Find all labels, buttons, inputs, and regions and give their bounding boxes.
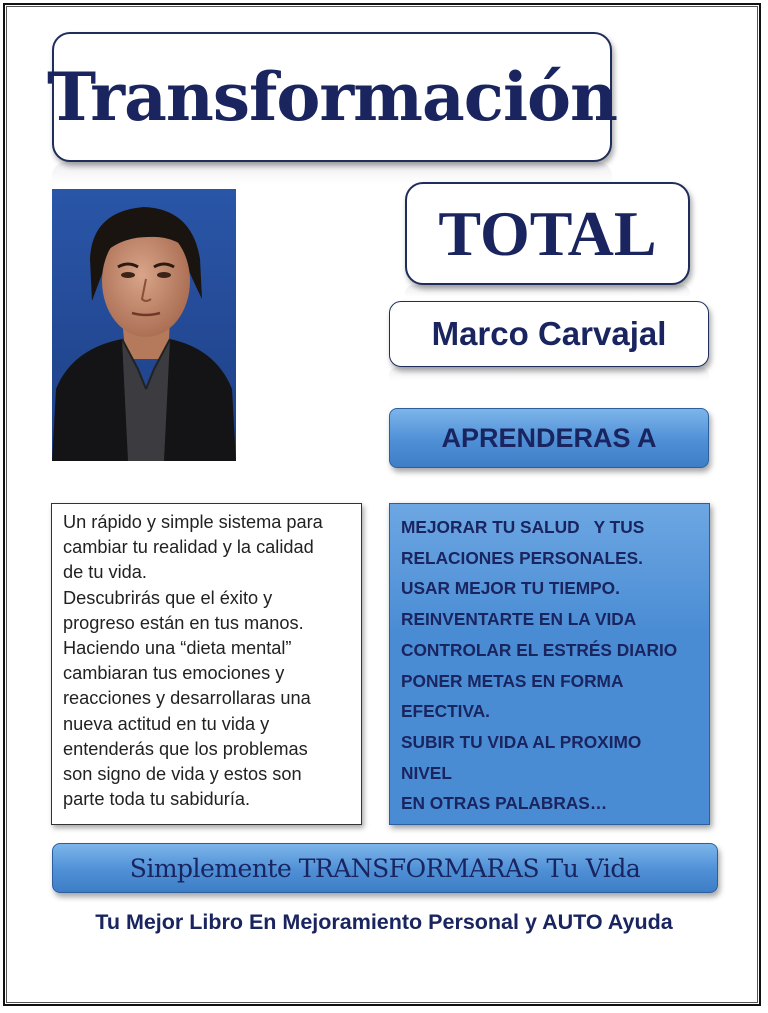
learn-item: NIVEL [401,762,452,783]
description-line: Un rápido y simple sistema para [63,512,323,532]
description-line: de tu vida. [63,562,147,583]
description-line: parte toda tu sabiduría. [63,789,251,810]
description-line: reacciones y desarrollaras una [63,688,311,709]
description-line: cambiaran tus emociones y [63,663,285,684]
description-line: Haciendo una “dieta mental” [63,638,292,659]
learn-item: PONER METAS EN FORMA [401,670,624,691]
learn-list [389,503,710,825]
learn-item: REINVENTARTE EN LA VIDA [401,609,637,630]
description-line: entenderás que los problemas [63,738,308,759]
description-line: progreso están en tus manos. [63,612,304,633]
title-line2: TOTAL [405,182,690,285]
title-line1: Transformación [52,32,612,162]
learn-item: RELACIONES PERSONALES. [401,547,643,568]
slogan-banner: Simplemente TRANSFORMARAS Tu Vida [52,843,718,893]
description-line: Descubrirás que el éxito y [63,587,273,608]
learn-heading: APRENDERAS A [389,408,709,468]
description-box [51,503,362,825]
author-photo [52,189,236,461]
learn-item: CONTROLAR EL ESTRÉS DIARIO [401,639,678,660]
footer-tagline: Tu Mejor Libro En Mejoramiento Personal y AUTO Ayuda [95,910,673,934]
total-reflection [405,285,690,301]
description-line: son signo de vida y estos son [63,764,302,785]
learn-item: EN OTRAS PALABRAS… [401,793,608,814]
learn-item: MEJORAR TU SALUD Y TUS [401,517,645,537]
learn-item: EFECTIVA. [401,701,490,722]
author-reflection [389,367,709,385]
author-name: Marco Carvajal [389,301,709,367]
description-line: nueva actitud en tu vida y [63,713,270,734]
description-line: cambiar tu realidad y la calidad [63,537,314,558]
learn-item: SUBIR TU VIDA AL PROXIMO [401,731,642,752]
learn-item: USAR MEJOR TU TIEMPO. [401,578,620,599]
